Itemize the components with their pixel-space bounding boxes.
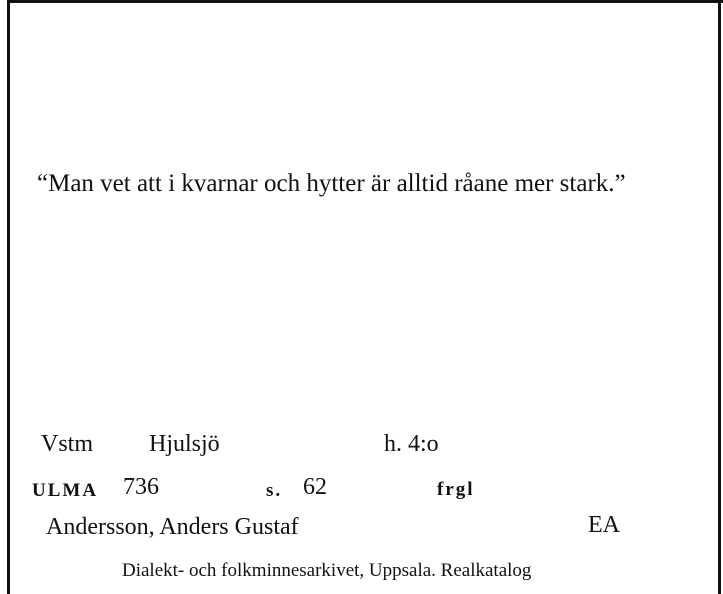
- card-footer: Dialekt- och folkminnesarkivet, Uppsala. Realkatalog: [122, 560, 532, 581]
- page-number: 62: [303, 474, 327, 500]
- category-label: frgl: [437, 479, 475, 500]
- quote-text: “Man vet att i kvarnar och hytter är alltid råane mer stark.”: [37, 170, 626, 197]
- place-name: Hjulsjö: [149, 431, 220, 457]
- card-border-left: [7, 0, 10, 594]
- informant-name: Andersson, Anders Gustaf: [46, 514, 299, 540]
- card-border-right: [718, 0, 721, 594]
- collector-initials: EA: [588, 512, 620, 538]
- place-abbreviation: Vstm: [41, 431, 94, 457]
- format-label: h. 4:o: [384, 431, 439, 457]
- archive-label: ULMA: [32, 480, 99, 501]
- page-label: s.: [266, 480, 283, 501]
- archive-number: 736: [123, 474, 159, 500]
- card-border-top: [8, 0, 723, 3]
